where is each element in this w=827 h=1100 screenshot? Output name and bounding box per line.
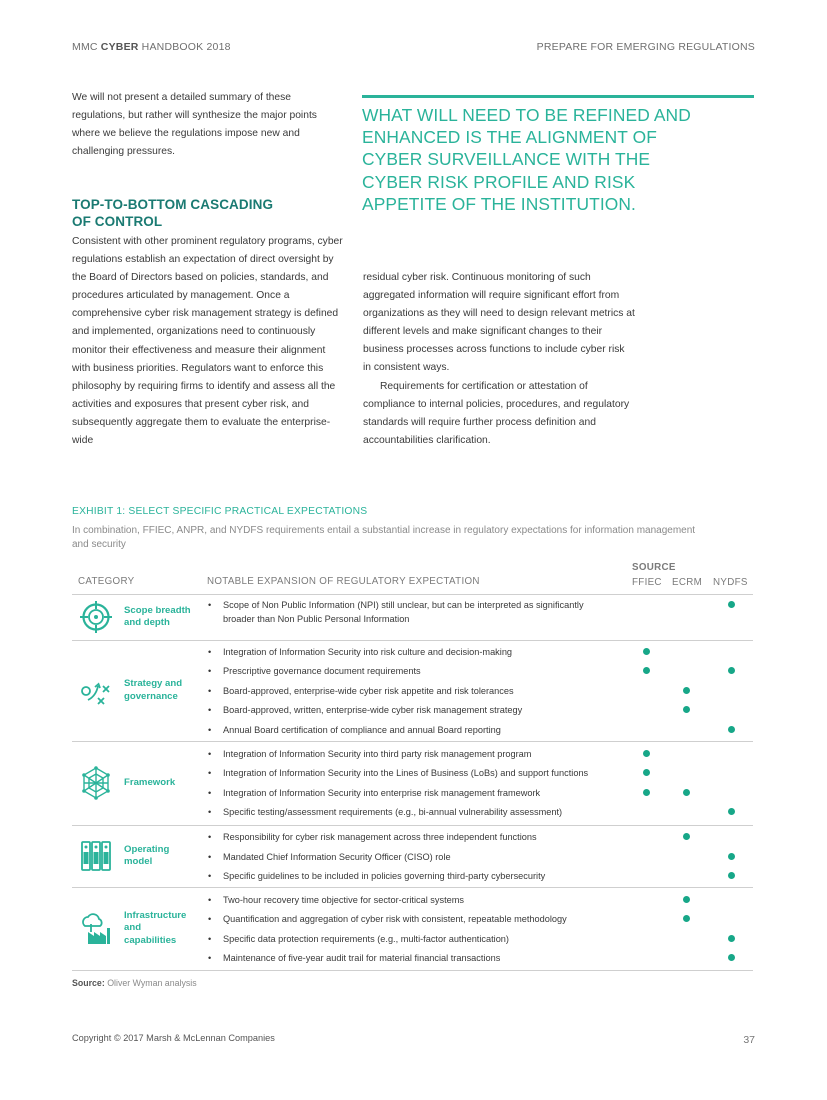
expectation-text — [208, 664, 421, 678]
expectation-item — [208, 645, 512, 659]
left-body-paragraph: Consistent with other prominent regulatory programs, cyber regulations establish an expectation of direct oversight by the Board of Directors based on policies, standards, and procedures articulated by management. Once a comprehensive cyber risk management strategy is defined and implemented, organizations need to continuously monitor their effectiveness and measure their alignment with business priorities. Regulators want to enforce this philosophy by requiring firms to identify and assess all the activities and exposures that present cyber risk, and subsequently aggregate them to evaluate the enterprise-wide — [72, 236, 343, 447]
table-header-rule — [72, 594, 753, 595]
expectation-text-line: Specific data protection requirements (e.g., multi-factor authentication) — [223, 934, 509, 944]
expectation-text-line: Responsibility for cyber risk management across three independent functions — [223, 832, 537, 842]
expectation-text-line: Specific guidelines to be included in policies governing third-party cybersecurity — [223, 871, 546, 881]
expectation-text-line: Board-approved, written, enterprise-wide cyber risk management strategy — [223, 705, 523, 715]
expectation-item — [208, 951, 500, 965]
source-dot-ecrm — [683, 896, 690, 903]
running-header-left: MMC CYBER HANDBOOK 2018 — [72, 41, 231, 53]
source-dot-nydfs — [728, 601, 735, 608]
expectation-item — [208, 598, 584, 626]
source-dot-nydfs — [728, 808, 735, 815]
bullet-icon: • — [208, 666, 212, 676]
cloud-factory-icon — [79, 912, 113, 946]
category-label-line: and — [124, 922, 142, 934]
crosshair-icon — [79, 600, 113, 634]
column-header-expansion: NOTABLE EXPANSION OF REGULATORY EXPECTATION — [207, 576, 480, 587]
category-label — [124, 844, 169, 869]
expectation-item — [208, 703, 522, 717]
expectation-text-line: Board-approved, enterprise-wide cyber risk appetite and risk tolerances — [223, 686, 514, 696]
expectation-text — [208, 766, 588, 780]
bullet-icon: • — [208, 749, 212, 759]
expectation-text — [208, 912, 567, 926]
category-label-line: Framework — [124, 776, 176, 788]
table-row-divider — [72, 825, 753, 826]
category-label — [124, 678, 182, 703]
intro-paragraph: We will not present a detailed summary of these regulations, but rather will synthesize the major points where we believe the regulations impose new and challenging pressures. — [72, 92, 317, 158]
expectation-text-line: Scope of Non Public Information (NPI) still unclear, but can be interpreted as significantly — [223, 600, 584, 610]
bullet-icon: • — [208, 871, 212, 881]
footer-copyright: Copyright © 2017 Marsh & McLennan Companies — [72, 1033, 275, 1043]
right-body-paragraph-2: Requirements for certification or attestation of compliance to internal policies, procedures, and regulatory standards will require further process definition and accountabilities clarification. — [363, 381, 630, 447]
category-label-line: model — [124, 856, 153, 867]
source-dot-ffiec — [643, 648, 650, 655]
expectation-text-line: Maintenance of five-year audit trail for material financial transactions — [223, 953, 501, 963]
section-heading: TOP-TO-BOTTOM CASCADING OF CONTROL — [72, 197, 274, 229]
bullet-icon: • — [208, 852, 212, 862]
binders-icon — [79, 839, 113, 873]
source-dot-ecrm — [683, 706, 690, 713]
expectation-item — [208, 747, 531, 761]
bullet-icon: • — [208, 934, 212, 944]
column-header-ecrm: ECRM — [672, 577, 703, 588]
column-header-source: SOURCE — [632, 562, 676, 573]
expectation-text — [208, 893, 464, 907]
source-dot-nydfs — [728, 935, 735, 942]
exhibit-subtitle: In combination, FFIEC, ANPR, and NYDFS requirements entail a substantial increase in regulatory expectations for information management and security — [72, 525, 696, 550]
bullet-icon: • — [208, 788, 212, 798]
expectation-text-line: Integration of Information Security into enterprise risk management framework — [223, 788, 541, 798]
expectation-text — [208, 703, 522, 717]
expectation-text-line: Prescriptive governance document requirements — [223, 666, 421, 676]
expectation-text — [208, 850, 451, 864]
category-label-line: Operating — [124, 843, 170, 855]
expectation-text — [208, 932, 509, 946]
source-dot-ffiec — [643, 750, 650, 757]
category-label-line: capabilities — [124, 934, 177, 946]
source-dot-ffiec — [643, 769, 650, 776]
category-label-line: and depth — [124, 617, 170, 628]
category-label-line: governance — [124, 690, 178, 702]
source-dot-nydfs — [728, 667, 735, 674]
source-dot-ffiec — [643, 789, 650, 796]
table-row-divider — [72, 970, 753, 971]
right-body-paragraph: residual cyber risk. Continuous monitoring of such aggregated information will require significant effort from organizations as they will need to design relevant metrics at different levels and make significant changes to their business processes across functions to include cyber risk in consistent ways. — [363, 272, 635, 374]
expectation-item — [208, 830, 537, 844]
pull-quote: WHAT WILL NEED TO BE REFINED AND ENHANCED IS THE ALIGNMENT OF CYBER SURVEILLANCE WITH THE CYBER RISK PROFILE AND RISK APPETITE OF THE INSTITUTION. — [362, 105, 691, 214]
expectation-text — [208, 598, 584, 626]
expectation-text-line: Mandated Chief Information Security Officer (CISO) role — [223, 852, 451, 862]
bullet-icon: • — [208, 600, 212, 610]
source-dot-ecrm — [683, 915, 690, 922]
source-dot-nydfs — [728, 872, 735, 879]
expectation-text-line: Annual Board certification of compliance and annual Board reporting — [223, 725, 501, 735]
bullet-icon: • — [208, 953, 212, 963]
expectation-item — [208, 684, 514, 698]
source-dot-nydfs — [728, 853, 735, 860]
brand-bold: CYBER — [100, 41, 139, 53]
table-row-divider — [72, 741, 753, 742]
exhibit-title: EXHIBIT 1: SELECT SPECIFIC PRACTICAL EXPECTATIONS — [72, 506, 368, 517]
expectation-text — [208, 805, 562, 819]
source-dot-nydfs — [728, 954, 735, 961]
bullet-icon: • — [208, 914, 212, 924]
source-dot-ecrm — [683, 833, 690, 840]
bullet-icon: • — [208, 895, 212, 905]
expectation-text — [208, 747, 531, 761]
column-header-nydfs: NYDFS — [713, 577, 748, 588]
expectation-text-line: Integration of Information Security into risk culture and decision-making — [223, 647, 513, 657]
expectation-item — [208, 723, 501, 737]
expectation-item — [208, 893, 464, 907]
expectation-item — [208, 932, 509, 946]
bullet-icon: • — [208, 768, 212, 778]
bullet-icon: • — [208, 725, 212, 735]
source-dot-ffiec — [643, 667, 650, 674]
expectation-text-line: Integration of Information Security into third party risk management program — [223, 749, 532, 759]
expectation-text — [208, 786, 540, 800]
expectation-text — [208, 723, 501, 737]
bullet-icon: • — [208, 807, 212, 817]
pull-quote-rule — [362, 95, 754, 98]
exhibit-source-note: Source: Oliver Wyman analysis — [72, 978, 197, 988]
expectation-item — [208, 805, 562, 819]
running-header-right: PREPARE FOR EMERGING REGULATIONS — [536, 41, 755, 53]
expectation-text-line: Two-hour recovery time objective for sector-critical systems — [223, 895, 464, 905]
bullet-icon: • — [208, 832, 212, 842]
expectation-item — [208, 912, 567, 926]
category-label-line: Scope breadth — [124, 604, 191, 616]
expectation-text — [208, 951, 500, 965]
category-label — [124, 777, 175, 790]
bullet-icon: • — [208, 647, 212, 657]
column-header-ffiec: FFIEC — [632, 577, 662, 588]
bullet-icon: • — [208, 705, 212, 715]
expectation-text-line: broader than Non Public Personal Information — [223, 614, 410, 624]
expectation-text — [208, 684, 514, 698]
source-dot-nydfs — [728, 726, 735, 733]
source-dot-ecrm — [683, 687, 690, 694]
table-row-divider — [72, 640, 753, 641]
category-label-line: Infrastructure — [124, 909, 187, 921]
page-number: 37 — [743, 1034, 755, 1046]
bullet-icon: • — [208, 686, 212, 696]
expectation-item — [208, 869, 545, 883]
network-framework-icon — [79, 766, 113, 800]
expectation-item — [208, 664, 421, 678]
expectation-text-line: Specific testing/assessment requirements (e.g., bi-annual vulnerability assessment) — [223, 807, 563, 817]
expectation-text — [208, 869, 545, 883]
expectation-text — [208, 645, 512, 659]
expectation-text-line: Quantification and aggregation of cyber risk with consistent, repeatable methodology — [223, 914, 567, 924]
expectation-text — [208, 830, 537, 844]
expectation-item — [208, 766, 588, 780]
strategy-play-icon — [79, 674, 113, 708]
table-row-divider — [72, 887, 753, 888]
category-label — [124, 910, 186, 948]
expectation-item — [208, 850, 451, 864]
expectation-text-line: Integration of Information Security into the Lines of Business (LoBs) and support functions — [223, 768, 589, 778]
category-label — [124, 605, 191, 630]
column-header-category: CATEGORY — [78, 576, 135, 587]
expectation-item — [208, 786, 540, 800]
category-label-line: Strategy and — [124, 678, 183, 689]
source-dot-ecrm — [683, 789, 690, 796]
